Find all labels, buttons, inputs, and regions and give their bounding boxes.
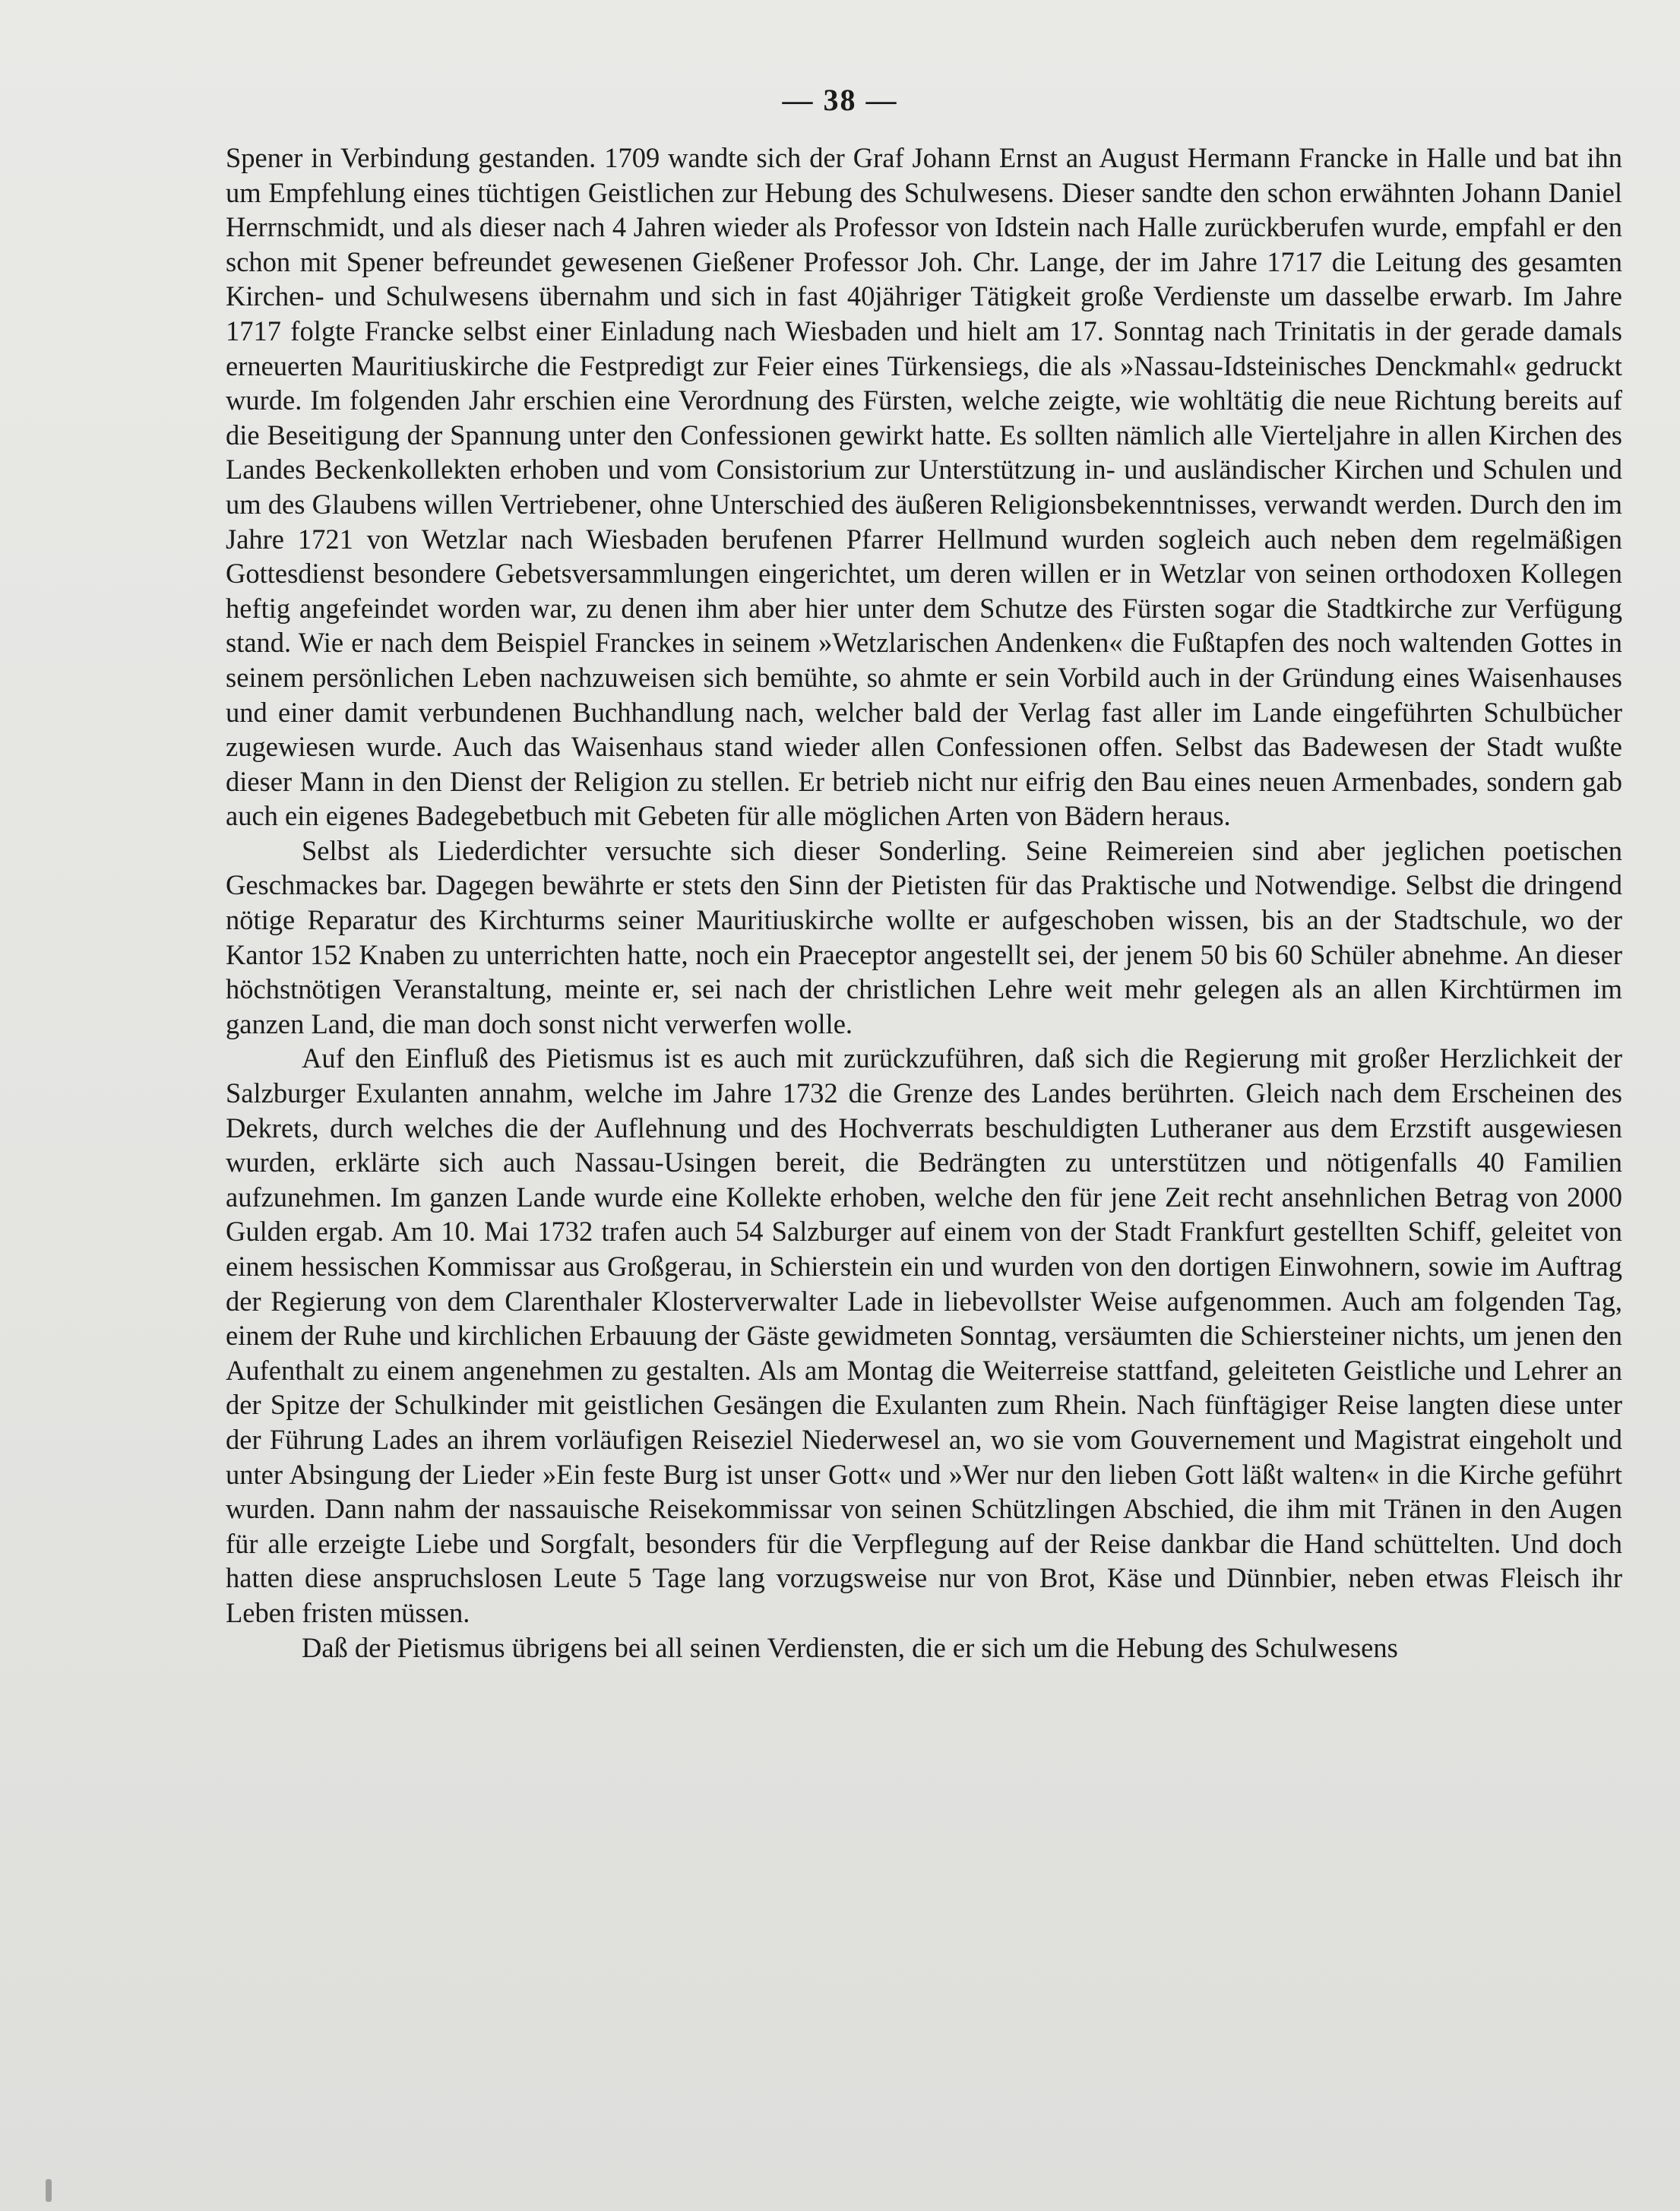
paragraph-2: Selbst als Liederdichter versuchte sich dieser Sonderling. Seine Reimereien sind aber jeglichen poetischen Geschmackes bar. Dagegen bewährte er stets den Sinn der Pietisten für das Praktische und Notwendige. Selbst die dringend nötige Reparatur des Kirchturms seiner Mauritiuskirche wollte er aufgeschoben wissen, bis an der Stadtschule, wo der Kantor 152 Knaben zu unterrichten hatte, noch ein Praeceptor angestellt sei, der jenem 50 bis 60 Schüler abnehme. An dieser höchstnötigen Veranstaltung, meinte er, sei nach der christlichen Lehre weit mehr gelegen als an allen Kirchtürmen im ganzen Land, die man doch sonst nicht verwerfen wolle. (226, 834, 1622, 1039)
body-text (226, 141, 1622, 1665)
page-number: — 38 — (782, 83, 898, 117)
paragraph-3: Auf den Einfluß des Pietismus ist es auch mit zurückzuführen, daß sich die Regierung mit großer Herzlichkeit der Salzburger Exulanten annahm, welche im Jahre 1732 die Grenze des Landes berührten. Gleich nach dem Erscheinen des Dekrets, durch welches die der Auflehnung und des Hochverrats beschuldigten Lutheraner aus dem Erzstift ausgewiesen wurden, erklärte sich auch Nassau-Usingen bereit, die Bedrängten zu unterstützen und nötigenfalls 40 Familien aufzunehmen. Im ganzen Lande wurde eine Kollekte erhoben, welche den für jene Zeit recht ansehnlichen Betrag von 2000 Gulden ergab. Am 10. Mai 1732 trafen auch 54 Salzburger auf einem von der Stadt Frankfurt gestellten Schiff, geleitet von einem hessischen Kommissar aus Großgerau, in Schierstein ein und wurden von den dortigen Einwohnern, sowie im Auftrag der Regierung von dem Clarenthaler Klosterverwalter Lade in liebevollster Weise aufgenommen. Auch am folgenden Tag, einem der Ruhe und kirchlichen Erbauung der Gäste gewidmeten Sonntag, versäumten die Schiersteiner nichts, um jenen den Aufenthalt zu einem angenehmen zu gestalten. Als am Montag die Weiterreise stattfand, geleiteten Geistliche und Lehrer an der Spitze der Schulkinder mit geistlichen Gesängen die Exulanten zum Rhein. Nach fünftägiger Reise langten diese unter der Führung Lades an ihrem vorläufigen Reiseziel Niederwesel an, wo sie vom Gouvernement und Magistrat eingeholt und unter Absingung der Lieder »Ein feste Burg ist unser Gott« und »Wer nur den lieben Gott läßt walten« in die Kirche geführt wurden. Dann nahm der nassauische Reisekommissar von seinen Schützlingen Abschied, die ihm mit Tränen in den Augen für alle erzeigte Liebe und Sorgfalt, besonders für die Verpflegung auf der Reise dankbar die Hand schüttelten. Und doch hatten diese anspruchslosen Leute 5 Tage lang vorzugsweise nur von Brot, Käse und Dünnbier, neben etwas Fleisch ihr Leben fristen müssen. (226, 1042, 1622, 1628)
paragraph-4: Daß der Pietismus übrigens bei all seinen Verdiensten, die er sich um die Hebung des Schulwesens (302, 1631, 1398, 1663)
margin-mark (46, 2179, 52, 2202)
paragraph-1: Spener in Verbindung gestanden. 1709 wandte sich der Graf Johann Ernst an August Hermann Francke in Halle und bat ihn um Empfehlung eines tüchtigen Geistlichen zur Hebung des Schulwesens. Dieser sandte den schon erwähnten Johann Daniel Herrnschmidt, und als dieser nach 4 Jahren wieder als Professor von Idstein nach Halle zurückberufen wurde, empfahl er den schon mit Spener befreundet gewesenen Gießener Professor Joh. Chr. Lange, der im Jahre 1717 die Leitung des gesamten Kirchen- und Schulwesens übernahm und sich in fast 40jähriger Tätigkeit große Verdienste um dasselbe erwarb. Im Jahre 1717 folgte Francke selbst einer Einladung nach Wiesbaden und hielt am 17. Sonntag nach Trinitatis in der gerade damals erneuerten Mauritiuskirche die Festpredigt zur Feier eines Türkensiegs, die als »Nassau-Idsteinisches Denckmahl« gedruckt wurde. Im folgenden Jahr erschien eine Verordnung des Fürsten, welche zeigte, wie wohltätig die neue Richtung bereits auf die Beseitigung der Spannung unter den Confessionen gewirkt hatte. Es sollten nämlich alle Vierteljahre in allen Kirchen des Landes Beckenkollekten erhoben und vom Consistorium zur Unterstützung in- und ausländischer Kirchen und Schulen und um des Glaubens willen Vertriebener, ohne Unterschied des äußeren Religionsbekenntnisses, verwandt werden. Durch den im Jahre 1721 von Wetzlar nach Wiesbaden berufenen Pfarrer Hellmund wurden sogleich auch neben dem regelmäßigen Gottesdienst besondere Gebetsversammlungen eingerichtet, um deren willen er in Wetzlar von seinen orthodoxen Kollegen heftig angefeindet worden war, zu denen ihm aber hier unter dem Schutze des Fürsten sogar die Stadtkirche zur Verfügung stand. Wie er nach dem Beispiel Franckes in seinem »Wetzlarischen Andenken« die Fußtapfen des noch waltenden Gottes in seinem persönlichen Leben nachzuweisen sich bemühte, so ahmte er sein Vorbild auch in der Gründung eines Waisenhauses und einer damit verbundenen Buchhandlung nach, welcher bald der Verlag fast aller im Lande eingeführten Schulbücher zugewiesen wurde. Auch das Waisenhaus stand wieder allen Confessionen offen. Selbst das Badewesen der Stadt wußte dieser Mann in den Dienst der Religion zu stellen. Er betrieb nicht nur eifrig den Bau eines neuen Armenbades, sondern gab auch ein eigenes Badegebetbuch mit Gebeten für alle möglichen Arten von Bädern heraus. (226, 142, 1622, 832)
